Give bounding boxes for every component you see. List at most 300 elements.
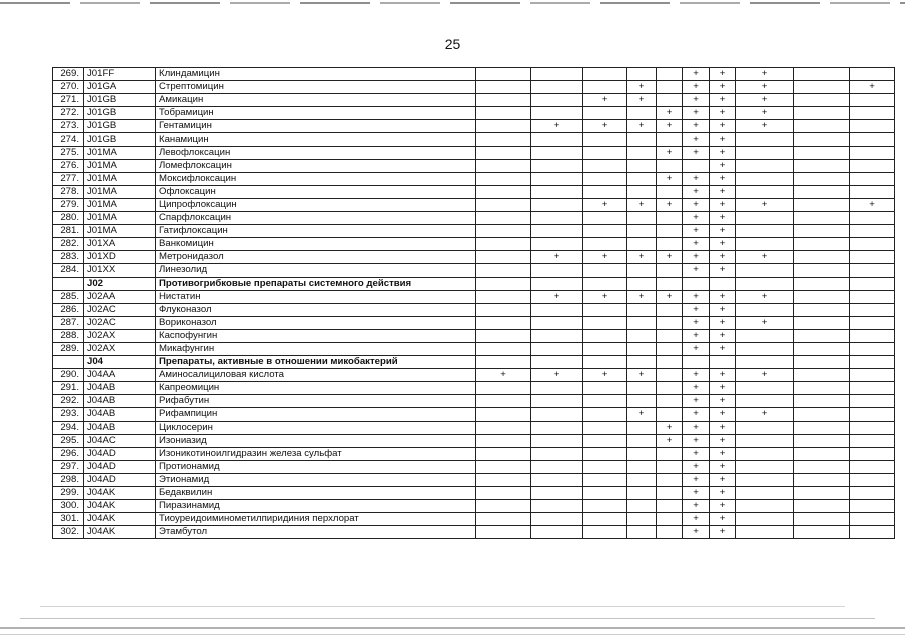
mark-cell bbox=[657, 513, 683, 526]
mark-cell bbox=[583, 159, 627, 172]
mark-cell bbox=[476, 146, 531, 159]
mark-cell bbox=[850, 107, 895, 120]
mark-cell bbox=[736, 526, 794, 539]
mark-cell bbox=[850, 159, 895, 172]
table-row bbox=[53, 526, 895, 539]
mark-cell bbox=[476, 513, 531, 526]
mark-cell bbox=[657, 500, 683, 513]
mark-cell: + bbox=[710, 408, 736, 421]
mark-cell bbox=[794, 356, 850, 369]
mark-cell bbox=[531, 356, 583, 369]
mark-cell: + bbox=[683, 382, 710, 395]
mark-cell bbox=[850, 290, 895, 303]
atc-code-cell: J01XD bbox=[84, 251, 156, 264]
atc-code-cell: J01MA bbox=[84, 172, 156, 185]
mark-cell bbox=[627, 421, 657, 434]
table-row bbox=[53, 434, 895, 447]
atc-code-cell: J04AB bbox=[84, 408, 156, 421]
mark-cell bbox=[476, 487, 531, 500]
atc-code-cell: J04AA bbox=[84, 369, 156, 382]
mark-cell bbox=[583, 513, 627, 526]
mark-cell bbox=[794, 107, 850, 120]
mark-cell bbox=[850, 408, 895, 421]
drug-name-cell: Стрептомицин bbox=[156, 81, 476, 94]
mark-cell bbox=[736, 133, 794, 146]
mark-cell: + bbox=[683, 421, 710, 434]
mark-cell: + bbox=[683, 395, 710, 408]
mark-cell bbox=[850, 500, 895, 513]
mark-cell bbox=[850, 172, 895, 185]
atc-code-cell: J01XA bbox=[84, 238, 156, 251]
mark-cell bbox=[736, 473, 794, 486]
drug-name-cell: Левофлоксацин bbox=[156, 146, 476, 159]
mark-cell bbox=[657, 159, 683, 172]
mark-cell bbox=[794, 434, 850, 447]
table-row bbox=[53, 107, 895, 120]
row-number-cell: 291. bbox=[53, 382, 84, 395]
mark-cell bbox=[476, 382, 531, 395]
table-row bbox=[53, 473, 895, 486]
mark-cell bbox=[850, 487, 895, 500]
mark-cell: + bbox=[710, 316, 736, 329]
mark-cell bbox=[531, 473, 583, 486]
mark-cell: + bbox=[710, 395, 736, 408]
mark-cell bbox=[794, 68, 850, 81]
table-row bbox=[53, 408, 895, 421]
row-number-cell: 293. bbox=[53, 408, 84, 421]
row-number-cell: 285. bbox=[53, 290, 84, 303]
mark-cell: + bbox=[710, 369, 736, 382]
mark-cell bbox=[850, 526, 895, 539]
mark-cell bbox=[850, 251, 895, 264]
mark-cell: + bbox=[736, 120, 794, 133]
mark-cell bbox=[736, 225, 794, 238]
atc-code-cell: J01GB bbox=[84, 133, 156, 146]
mark-cell bbox=[657, 395, 683, 408]
mark-cell: + bbox=[683, 369, 710, 382]
mark-cell bbox=[736, 356, 794, 369]
mark-cell bbox=[850, 94, 895, 107]
mark-cell bbox=[476, 356, 531, 369]
drug-name-cell: Нистатин bbox=[156, 290, 476, 303]
mark-cell bbox=[531, 94, 583, 107]
row-number-cell: 296. bbox=[53, 447, 84, 460]
atc-code-cell: J02AX bbox=[84, 329, 156, 342]
atc-code-cell: J04AB bbox=[84, 382, 156, 395]
drug-name-cell: Флуконазол bbox=[156, 303, 476, 316]
mark-cell bbox=[657, 526, 683, 539]
drug-name-cell: Протионамид bbox=[156, 460, 476, 473]
mark-cell: + bbox=[583, 251, 627, 264]
drug-name-cell: Ципрофлоксацин bbox=[156, 198, 476, 211]
mark-cell bbox=[794, 212, 850, 225]
mark-cell bbox=[583, 316, 627, 329]
mark-cell bbox=[627, 513, 657, 526]
mark-cell bbox=[627, 460, 657, 473]
table-row bbox=[53, 94, 895, 107]
atc-code-cell: J01GB bbox=[84, 107, 156, 120]
mark-cell: + bbox=[736, 81, 794, 94]
drug-name-cell: Гентамицин bbox=[156, 120, 476, 133]
mark-cell: + bbox=[736, 408, 794, 421]
mark-cell: + bbox=[710, 68, 736, 81]
table-row bbox=[53, 369, 895, 382]
mark-cell bbox=[736, 421, 794, 434]
mark-cell: + bbox=[683, 251, 710, 264]
mark-cell: + bbox=[627, 94, 657, 107]
mark-cell bbox=[627, 264, 657, 277]
mark-cell bbox=[657, 447, 683, 460]
mark-cell bbox=[531, 447, 583, 460]
mark-cell bbox=[657, 473, 683, 486]
mark-cell bbox=[736, 342, 794, 355]
mark-cell bbox=[683, 356, 710, 369]
mark-cell bbox=[583, 68, 627, 81]
mark-cell bbox=[736, 146, 794, 159]
drug-name-cell: Гатифлоксацин bbox=[156, 225, 476, 238]
mark-cell bbox=[794, 133, 850, 146]
table-row bbox=[53, 460, 895, 473]
mark-cell bbox=[794, 369, 850, 382]
table-row bbox=[53, 303, 895, 316]
mark-cell: + bbox=[736, 251, 794, 264]
mark-cell bbox=[583, 264, 627, 277]
mark-cell: + bbox=[683, 290, 710, 303]
mark-cell bbox=[476, 447, 531, 460]
mark-cell: + bbox=[736, 198, 794, 211]
mark-cell: + bbox=[710, 329, 736, 342]
mark-cell bbox=[476, 133, 531, 146]
mark-cell: + bbox=[710, 172, 736, 185]
mark-cell bbox=[794, 277, 850, 290]
row-number-cell: 280. bbox=[53, 212, 84, 225]
mark-cell bbox=[794, 120, 850, 133]
mark-cell: + bbox=[710, 81, 736, 94]
mark-cell bbox=[850, 264, 895, 277]
table-row bbox=[53, 146, 895, 159]
mark-cell bbox=[627, 382, 657, 395]
mark-cell bbox=[627, 395, 657, 408]
mark-cell bbox=[657, 382, 683, 395]
mark-cell: + bbox=[710, 159, 736, 172]
row-number-cell: 301. bbox=[53, 513, 84, 526]
mark-cell bbox=[657, 277, 683, 290]
mark-cell: + bbox=[657, 434, 683, 447]
mark-cell bbox=[531, 225, 583, 238]
mark-cell bbox=[531, 159, 583, 172]
mark-cell bbox=[627, 159, 657, 172]
mark-cell bbox=[476, 120, 531, 133]
mark-cell: + bbox=[850, 81, 895, 94]
mark-cell: + bbox=[683, 68, 710, 81]
mark-cell bbox=[531, 81, 583, 94]
mark-cell bbox=[476, 185, 531, 198]
mark-cell bbox=[850, 120, 895, 133]
mark-cell bbox=[850, 277, 895, 290]
mark-cell bbox=[531, 212, 583, 225]
atc-code-cell: J04AK bbox=[84, 487, 156, 500]
mark-cell: + bbox=[736, 68, 794, 81]
mark-cell: + bbox=[531, 120, 583, 133]
mark-cell bbox=[476, 395, 531, 408]
row-number-cell: 282. bbox=[53, 238, 84, 251]
mark-cell: + bbox=[710, 526, 736, 539]
mark-cell bbox=[710, 356, 736, 369]
mark-cell: + bbox=[736, 107, 794, 120]
mark-cell bbox=[583, 225, 627, 238]
mark-cell bbox=[531, 198, 583, 211]
mark-cell bbox=[736, 513, 794, 526]
drug-name-cell: Метронидазол bbox=[156, 251, 476, 264]
mark-cell bbox=[476, 172, 531, 185]
section-row bbox=[53, 277, 895, 290]
mark-cell bbox=[657, 356, 683, 369]
row-number-cell: 288. bbox=[53, 329, 84, 342]
mark-cell: + bbox=[583, 120, 627, 133]
mark-cell bbox=[794, 316, 850, 329]
mark-cell: + bbox=[531, 290, 583, 303]
mark-cell bbox=[583, 395, 627, 408]
mark-cell bbox=[476, 225, 531, 238]
mark-cell bbox=[736, 238, 794, 251]
mark-cell: + bbox=[710, 382, 736, 395]
mark-cell bbox=[476, 303, 531, 316]
mark-cell: + bbox=[710, 500, 736, 513]
mark-cell bbox=[531, 185, 583, 198]
mark-cell bbox=[850, 460, 895, 473]
row-number-cell: 286. bbox=[53, 303, 84, 316]
mark-cell: + bbox=[736, 94, 794, 107]
mark-cell bbox=[850, 369, 895, 382]
mark-cell bbox=[657, 460, 683, 473]
mark-cell bbox=[736, 382, 794, 395]
page-number: 25 bbox=[444, 36, 461, 52]
atc-code-cell: J01GB bbox=[84, 94, 156, 107]
mark-cell: + bbox=[583, 94, 627, 107]
mark-cell: + bbox=[683, 303, 710, 316]
mark-cell bbox=[736, 185, 794, 198]
mark-cell bbox=[476, 342, 531, 355]
mark-cell bbox=[850, 146, 895, 159]
mark-cell bbox=[531, 146, 583, 159]
mark-cell: + bbox=[710, 342, 736, 355]
mark-cell bbox=[531, 421, 583, 434]
mark-cell bbox=[583, 473, 627, 486]
mark-cell: + bbox=[683, 487, 710, 500]
mark-cell bbox=[794, 408, 850, 421]
atc-code-cell: J02AC bbox=[84, 316, 156, 329]
drug-name-cell: Моксифлоксацин bbox=[156, 172, 476, 185]
mark-cell: + bbox=[683, 434, 710, 447]
mark-cell bbox=[794, 238, 850, 251]
mark-cell: + bbox=[627, 251, 657, 264]
drug-name-cell: Амикацин bbox=[156, 94, 476, 107]
drug-name-cell: Ломефлоксацин bbox=[156, 159, 476, 172]
table-row bbox=[53, 382, 895, 395]
mark-cell bbox=[794, 460, 850, 473]
mark-cell: + bbox=[683, 329, 710, 342]
atc-code-cell: J02AA bbox=[84, 290, 156, 303]
table-row bbox=[53, 447, 895, 460]
atc-code-cell: J04 bbox=[84, 356, 156, 369]
mark-cell: + bbox=[710, 447, 736, 460]
mark-cell: + bbox=[710, 421, 736, 434]
mark-cell bbox=[476, 421, 531, 434]
mark-cell bbox=[476, 526, 531, 539]
mark-cell: + bbox=[683, 526, 710, 539]
section-row bbox=[53, 356, 895, 369]
row-number-cell bbox=[53, 356, 84, 369]
mark-cell: + bbox=[710, 473, 736, 486]
atc-code-cell: J04AK bbox=[84, 500, 156, 513]
mark-cell bbox=[627, 342, 657, 355]
mark-cell: + bbox=[710, 238, 736, 251]
mark-cell bbox=[627, 277, 657, 290]
mark-cell bbox=[736, 277, 794, 290]
atc-code-cell: J01MA bbox=[84, 146, 156, 159]
mark-cell: + bbox=[627, 290, 657, 303]
mark-cell bbox=[531, 238, 583, 251]
mark-cell: + bbox=[683, 500, 710, 513]
mark-cell bbox=[531, 460, 583, 473]
mark-cell bbox=[850, 329, 895, 342]
table-row bbox=[53, 316, 895, 329]
mark-cell: + bbox=[710, 487, 736, 500]
mark-cell bbox=[583, 487, 627, 500]
mark-cell bbox=[476, 434, 531, 447]
mark-cell: + bbox=[683, 460, 710, 473]
mark-cell bbox=[531, 133, 583, 146]
table-row bbox=[53, 290, 895, 303]
drug-name-cell: Спарфлоксацин bbox=[156, 212, 476, 225]
mark-cell bbox=[736, 264, 794, 277]
atc-code-cell: J04AD bbox=[84, 460, 156, 473]
mark-cell bbox=[850, 382, 895, 395]
scan-artifact-line bbox=[40, 606, 845, 607]
mark-cell: + bbox=[683, 316, 710, 329]
drug-name-cell: Аминосалициловая кислота bbox=[156, 369, 476, 382]
mark-cell bbox=[476, 264, 531, 277]
drug-name-cell: Изониазид bbox=[156, 434, 476, 447]
table-row bbox=[53, 264, 895, 277]
table-row bbox=[53, 81, 895, 94]
mark-cell bbox=[657, 81, 683, 94]
mark-cell: + bbox=[683, 107, 710, 120]
mark-cell bbox=[736, 447, 794, 460]
row-number-cell: 295. bbox=[53, 434, 84, 447]
mark-cell bbox=[531, 526, 583, 539]
mark-cell: + bbox=[657, 290, 683, 303]
mark-cell bbox=[531, 172, 583, 185]
mark-cell bbox=[794, 382, 850, 395]
mark-cell bbox=[531, 277, 583, 290]
mark-cell: + bbox=[710, 94, 736, 107]
drug-name-cell: Этионамид bbox=[156, 473, 476, 486]
mark-cell: + bbox=[683, 473, 710, 486]
mark-cell bbox=[794, 329, 850, 342]
mark-cell bbox=[627, 212, 657, 225]
mark-cell bbox=[850, 185, 895, 198]
mark-cell: + bbox=[736, 290, 794, 303]
drug-table bbox=[52, 67, 895, 539]
mark-cell bbox=[531, 382, 583, 395]
mark-cell bbox=[794, 526, 850, 539]
mark-cell: + bbox=[683, 81, 710, 94]
mark-cell: + bbox=[683, 408, 710, 421]
mark-cell bbox=[476, 107, 531, 120]
table-row bbox=[53, 329, 895, 342]
mark-cell bbox=[476, 290, 531, 303]
mark-cell bbox=[657, 264, 683, 277]
mark-cell: + bbox=[531, 251, 583, 264]
mark-cell bbox=[627, 329, 657, 342]
drug-name-cell: Микафунгин bbox=[156, 342, 476, 355]
mark-cell: + bbox=[657, 198, 683, 211]
mark-cell bbox=[794, 172, 850, 185]
mark-cell bbox=[794, 447, 850, 460]
mark-cell bbox=[657, 316, 683, 329]
row-number-cell: 287. bbox=[53, 316, 84, 329]
mark-cell bbox=[683, 277, 710, 290]
mark-cell bbox=[850, 303, 895, 316]
mark-cell bbox=[627, 107, 657, 120]
mark-cell bbox=[531, 316, 583, 329]
row-number-cell: 273. bbox=[53, 120, 84, 133]
mark-cell: + bbox=[710, 185, 736, 198]
drug-name-cell: Бедаквилин bbox=[156, 487, 476, 500]
mark-cell: + bbox=[850, 198, 895, 211]
mark-cell bbox=[583, 133, 627, 146]
mark-cell bbox=[850, 225, 895, 238]
mark-cell: + bbox=[683, 342, 710, 355]
mark-cell bbox=[794, 251, 850, 264]
mark-cell: + bbox=[683, 264, 710, 277]
mark-cell: + bbox=[683, 198, 710, 211]
atc-code-cell: J01MA bbox=[84, 185, 156, 198]
mark-cell: + bbox=[736, 369, 794, 382]
mark-cell bbox=[627, 185, 657, 198]
drug-name-cell: Циклосерин bbox=[156, 421, 476, 434]
mark-cell bbox=[657, 342, 683, 355]
mark-cell: + bbox=[736, 316, 794, 329]
mark-cell bbox=[657, 68, 683, 81]
mark-cell bbox=[657, 329, 683, 342]
drug-name-cell: Линезолид bbox=[156, 264, 476, 277]
mark-cell: + bbox=[683, 212, 710, 225]
mark-cell bbox=[657, 303, 683, 316]
mark-cell bbox=[794, 473, 850, 486]
mark-cell bbox=[657, 369, 683, 382]
mark-cell bbox=[476, 500, 531, 513]
atc-code-cell: J02 bbox=[84, 277, 156, 290]
mark-cell: + bbox=[683, 120, 710, 133]
mark-cell bbox=[794, 198, 850, 211]
drug-name-cell: Рифампицин bbox=[156, 408, 476, 421]
mark-cell bbox=[476, 329, 531, 342]
mark-cell bbox=[736, 212, 794, 225]
mark-cell bbox=[850, 342, 895, 355]
row-number-cell: 297. bbox=[53, 460, 84, 473]
atc-code-cell: J02AX bbox=[84, 342, 156, 355]
scan-artifact-line bbox=[0, 634, 905, 635]
mark-cell: + bbox=[710, 434, 736, 447]
row-number-cell: 300. bbox=[53, 500, 84, 513]
mark-cell bbox=[531, 434, 583, 447]
atc-code-cell: J04AK bbox=[84, 513, 156, 526]
mark-cell: + bbox=[710, 290, 736, 303]
mark-cell bbox=[583, 172, 627, 185]
mark-cell bbox=[476, 408, 531, 421]
